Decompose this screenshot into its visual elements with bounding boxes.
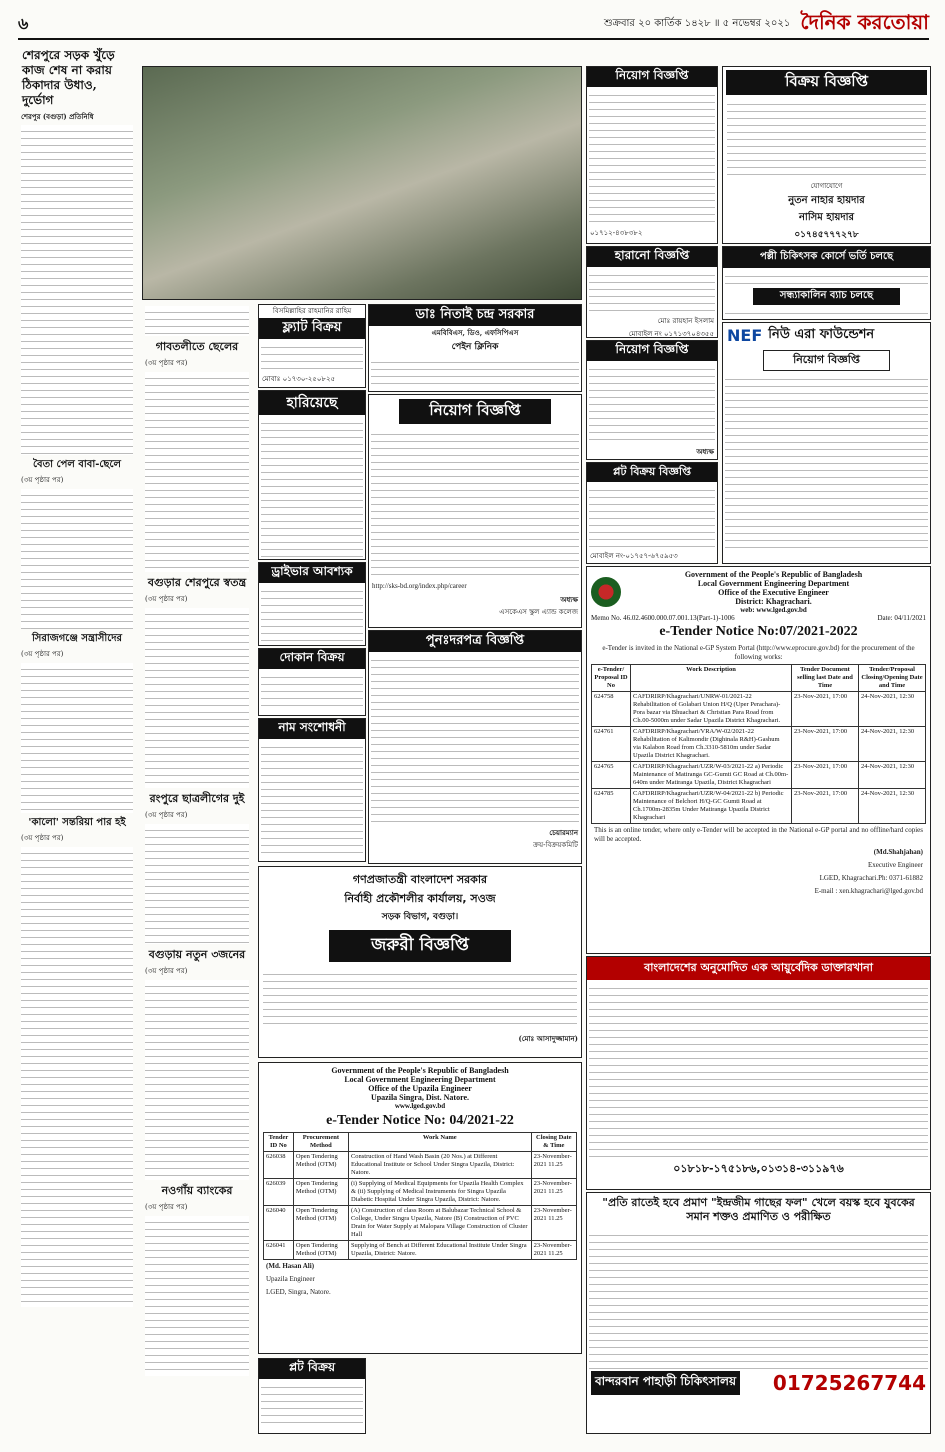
cell: 626041: [264, 1241, 294, 1260]
ad-body: [261, 417, 363, 557]
ad-org: এসকেএস স্কুল এ্যান্ড কলেজ: [499, 608, 578, 616]
tender-title: e-Tender Notice No:07/2021-2022: [659, 624, 858, 639]
story-column-2: [142, 304, 252, 1432]
ad-body: [589, 484, 715, 548]
ad-org: ক্রয়-বিক্রয়কমিটি: [533, 841, 578, 849]
tender-dept: Local Government Engineering Department: [697, 579, 850, 588]
cell: 624765: [592, 762, 631, 789]
driver-ad: [258, 562, 366, 646]
nef-recruitment-ad: [722, 322, 931, 564]
tender-table: [263, 1132, 577, 1260]
story-title: গাবতলীতে ছেলের: [155, 340, 239, 353]
col-header: Tender Document selling last Date and Time: [792, 665, 859, 692]
cell: Open Tendering Method (OTM): [293, 1152, 348, 1179]
office-name: নির্বাহী প্রকৌশলীর কার্যালয়, সওজ: [344, 892, 496, 905]
urgent-banner: জরুরী বিজ্ঞপ্তি: [329, 930, 511, 962]
story-body: [145, 608, 249, 788]
cell: Supplying of Bench at Different Educational Institute Under Singra Upazila, District: Natore.: [348, 1241, 531, 1260]
col-header: Tender/Proposal Closing/Opening Date and Time: [859, 665, 926, 692]
ad-body: [589, 89, 715, 225]
cell: 626039: [264, 1179, 294, 1206]
tender-table: [591, 664, 926, 824]
tender-signer-office: LGED, Singra, Natore.: [266, 1288, 331, 1296]
natore-etender-notice: [258, 1062, 582, 1354]
tender-web[interactable]: www.lged.gov.bd: [394, 1102, 446, 1110]
col-header: Work Description: [631, 665, 792, 692]
ad-body: [725, 373, 928, 549]
cell: CAFDRIRP/Khagrachari/UZR/W-04/2021-22 b) Periodic Maintenance of Belchori H/Q-GC Gumti Road at Ch.1700m-2835m Under Matiranga Upazila District Khagrachari: [631, 789, 792, 824]
story-title: বগুড়ায় নতুন ৩জনের: [148, 948, 246, 961]
lead-headline: শেরপুরে সড়ক খুঁড়ে কাজ শেষ না করায় ঠিকাদার উধাও, দুর্ভোগ: [22, 48, 115, 107]
col-header: Work Name: [348, 1133, 531, 1152]
division-name: সড়ক বিভাগ, বগুড়া।: [381, 912, 459, 922]
ad-title: হারিয়েছে: [259, 391, 365, 415]
ad-signer: চেয়ারম্যান: [549, 828, 578, 837]
recruitment-ad-main: [368, 394, 582, 628]
cell: 24-Nov-2021, 12:30: [859, 762, 926, 789]
ad-phone: মোবাইল নং-০১৭৫৭-৬৭৫৯৫৩: [590, 552, 678, 560]
story-title: বৈতা পেল বাবা-ছেলে: [33, 459, 121, 470]
ad-body: [727, 98, 926, 178]
ad-body: [261, 585, 363, 641]
clinic-name: বান্দরবান পাহাড়ী চিকিৎসালয়: [591, 1371, 740, 1395]
missing-ad: [586, 246, 718, 338]
tender-gov: Government of the People's Republic of Bangladesh: [331, 1066, 509, 1075]
road-photo: [142, 66, 582, 300]
story-title: সিরাজগঞ্জে সন্ত্রাসীদের: [31, 633, 123, 644]
story-body: [21, 489, 133, 629]
photo-caption: [145, 306, 249, 336]
ad-title: নিয়োগ বিজ্ঞপ্তি: [587, 67, 717, 87]
cell: 23-Nov-2021, 17:00: [792, 789, 859, 824]
story-title: বগুড়ার শেরপুরে স্বতন্ত্র: [147, 576, 247, 589]
ad-title: প্লট বিক্রয় বিজ্ঞপ্তি: [587, 463, 717, 482]
tender-signer-office: LGED, Khagrachari.Ph: 0371-61882: [819, 874, 923, 882]
story-cont: (৩য় পৃষ্ঠার পর): [21, 476, 64, 484]
story-body: [145, 980, 249, 1180]
tender-upazila: Upazila Singra, Dist. Natore.: [370, 1093, 470, 1102]
ad-body: [261, 1381, 363, 1429]
page-header: [18, 10, 929, 40]
nef-logo: NEF: [727, 326, 763, 345]
page-number: ৬: [18, 13, 29, 33]
lead-story-column: [18, 46, 136, 1432]
rural-doctor-course-ad: [722, 246, 931, 320]
cell: 626038: [264, 1152, 294, 1179]
ad-signer: (মোঃ আসাদুজ্জামান): [518, 1034, 578, 1043]
recruitment-ad-2: [586, 340, 718, 460]
sale-notice-ad: [722, 66, 931, 244]
table-row: [264, 1179, 577, 1206]
story-body: [21, 663, 133, 813]
ad-body: [371, 428, 579, 578]
tender-memo: Memo No. 46.02.4600.000.07.001.13(Part-1)-1006: [591, 614, 735, 622]
lead-byline: শেরপুর (বগুড়া) প্রতিনিধি: [21, 112, 94, 121]
ad-title: বিক্রয় বিজ্ঞপ্তি: [726, 70, 927, 95]
ad-body: [589, 269, 715, 313]
ad-signer: অধ্যক্ষ: [696, 447, 714, 456]
ad-sub: সন্ধ্যাকালিন ব্যাচ চলছে: [753, 288, 900, 305]
ad-title: প্লট বিক্রয়: [259, 1359, 365, 1379]
masthead-logo: দৈনিক করতোয়া: [800, 9, 929, 34]
gov-name: গণপ্রজাতন্ত্রী বাংলাদেশ সরকার: [352, 873, 488, 886]
roads-urgent-notice: [258, 866, 582, 1058]
tender-footer: This is an online tender, where only e-Tender will be accepted in the National e-GP portal and no offline/hard copies will be accepted.: [594, 826, 923, 843]
tender-office: Office of the Upazila Engineer: [368, 1084, 472, 1093]
table-row: [264, 1152, 577, 1179]
ad-body: [261, 671, 363, 711]
recruitment-ad-1: [586, 66, 718, 244]
ad-body: [725, 307, 928, 320]
story-cont: (৩য় পৃষ্ঠার পর): [145, 967, 188, 975]
ad-title: নিউ এরা ফাউন্ডেশন: [768, 327, 875, 342]
ad-title: নিয়োগ বিজ্ঞপ্তি: [587, 341, 717, 361]
cell: 23-November-2021 11.25: [531, 1206, 576, 1241]
story-body: [145, 372, 249, 572]
ad-body: [261, 341, 363, 371]
table-row: [264, 1241, 577, 1260]
story-cont: (৩য় পৃষ্ঠার পর): [145, 359, 188, 367]
tender-title: e-Tender Notice No: 04/2021-22: [326, 1113, 514, 1128]
cell: Construction of Hand Wash Basin (20 Nos.) at Different Educational Institute or School Under Singra Upazila, District: Natore.: [348, 1152, 531, 1179]
cell: 23-Nov-2021, 17:00: [792, 727, 859, 762]
cell: 24-Nov-2021, 12:30: [859, 789, 926, 824]
tender-web[interactable]: web: www.lged.gov.bd: [740, 606, 807, 614]
doctor-ad: [368, 304, 582, 392]
ad-phone: ০১৮১৮-১৭৫১৮৬,০১৩১৪-৩১১৯৭৬: [673, 1162, 844, 1175]
ad-title: ড্রাইভার আবশ্যক: [259, 563, 365, 583]
ad-title: দোকান বিক্রয়: [259, 649, 365, 669]
story-body: [21, 847, 133, 1307]
ad-title: হারানো বিজ্ঞপ্তি: [587, 247, 717, 267]
ad-signer: অধ্যক্ষ: [560, 595, 578, 604]
flat-sale-ad: [258, 304, 366, 388]
ad-phone: 01725267744: [772, 1371, 926, 1395]
lost-ad: [258, 390, 366, 560]
tender-signer-email: E-mail : xen.khagrachari@lged.gov.bd: [814, 887, 923, 895]
name-correction-ad: [258, 718, 366, 862]
ad-title: ডাঃ নিতাই চন্দ্র সরকার: [369, 305, 581, 326]
cell: 626040: [264, 1206, 294, 1241]
tender-signer: (Md.Shahjahan): [873, 848, 923, 856]
ad-title: "প্রতি রাতেই হবে প্রমাণ "ইন্দ্রজীম গাছের ফল" খেলে বয়স্ক হবে যুবকের সমান শক্তও প্রমাণিত ও পরীক্ষিত: [602, 1196, 915, 1223]
cell: CAFDRIRP/Khagrachari/VRA/W-02/2021-22 Rehabilitation of Kalimondir (Dighinala R&H)-Gashum via Kalabon Road from Ch.3310-5810m under Sadar Upazila District Khagrachari.: [631, 727, 792, 762]
story-body: [145, 824, 249, 944]
ad-title: পল্লী চিকিৎসক কোর্সে ভর্তি চলছে: [723, 247, 930, 268]
ad-title: পুনঃদরপত্র বিজ্ঞপ্তি: [369, 631, 581, 652]
ad-phone: মোবাঃ ০১৭৩০-২৫০৮২৫: [262, 375, 336, 383]
cell: (A) Construction of class Room at Balubazar Technical School & College, Under Singra Upazila, Natore (B) Construction of PVC Drain for Water Supply at Malopara Village Construction of Cluster Hall: [348, 1206, 531, 1241]
tender-signer-title: Executive Engineer: [867, 861, 923, 869]
cell: 23-Nov-2021, 17:00: [792, 692, 859, 727]
cell: Open Tendering Method (OTM): [293, 1206, 348, 1241]
shop-sale-ad: [258, 648, 366, 716]
story-title: নওগাঁয় ব্যাংকের: [161, 1184, 233, 1197]
tender-intro: e-Tender is invited in the National e-GP System Portal (http://www.eprocure.gov.bd) for the procurement of the following works:: [602, 644, 915, 661]
col-header: e-Tender/ Proposal ID No: [592, 665, 631, 692]
ad-title: বাংলাদেশের অনুমোদিত এক আয়ুর্বেদিক ডাক্তারখানা: [587, 957, 930, 980]
table-row: [592, 762, 926, 789]
story-body: [145, 1216, 249, 1376]
clinic-name: পেইন ক্লিনিক: [451, 342, 499, 352]
ad-phone: ০১৭৪৫৭৭৭২৭৮: [794, 230, 859, 240]
ad-body: [371, 654, 579, 824]
issue-date: শুক্রবার ২০ কার্তিক ১৪২৮ ॥ ৫ নভেম্বর ২০২১: [603, 17, 791, 29]
cell: CAFDRIRP/Khagrachari/UZR/W-03/2021-22 a) Periodic Maintenance of Matiranga GC-Gumti GC Road at Ch.00m-640m under Matiranga Upazila, District Khagrachari: [631, 762, 792, 789]
col-header: Tender ID No: [264, 1133, 294, 1152]
ad-body: [261, 741, 363, 857]
gov-seal-icon: [591, 577, 621, 607]
story-cont: (৩য় পৃষ্ঠার পর): [145, 1203, 188, 1211]
col-header: Procurement Method: [293, 1133, 348, 1152]
cell: 24-Nov-2021, 12:30: [859, 727, 926, 762]
lead-body-text: [21, 125, 133, 455]
story-cont: (৩য় পৃষ্ঠার পর): [145, 595, 188, 603]
tender-date: Date: 04/11/2021: [877, 614, 926, 622]
col-header: Closing Date & Time: [531, 1133, 576, 1152]
tender-dept: Local Government Engineering Department: [344, 1075, 496, 1084]
cell: Open Tendering Method (OTM): [293, 1179, 348, 1206]
lged-etender-notice: [586, 566, 931, 954]
story-cont: (৩য় পৃষ্ঠার পর): [145, 811, 188, 819]
cell: 23-Nov-2021, 17:00: [792, 762, 859, 789]
story-cont: (৩য় পৃষ্ঠার পর): [21, 834, 64, 842]
plot-sale-ad-bottom: [258, 1358, 366, 1434]
tender-signer: (Md. Hasan Ali): [266, 1262, 315, 1270]
cell: 23-November-2021 11.25: [531, 1179, 576, 1206]
cell: 23-November-2021 11.25: [531, 1152, 576, 1179]
career-url[interactable]: http://sks-bd.org/index.php/career: [372, 582, 467, 590]
ad-phone: মোবাইল নং ০১৭১৩৭০৪৩৫৫: [628, 330, 714, 338]
ad-title: নাম সংশোধনী: [259, 719, 365, 739]
tender-signer-title: Upazila Engineer: [266, 1275, 315, 1283]
sks-retender-ad: [368, 630, 582, 864]
ad-title: নিয়োগ বিজ্ঞপ্তি: [399, 399, 551, 424]
cell: CAFDRIRP/Khagrachari/UNRW-01/2021-22 Rehabilitation of Golabari Union H/Q (Uper Perachara)- Pora bazar via Bhuachari & Christian Para Road from Ch.00-5000m under Sadar Upazila District Khagrachari.: [631, 692, 792, 727]
cell: 624758: [592, 692, 631, 727]
contact-name-1: নুতন নাহার হায়দার: [788, 195, 865, 206]
ad-body: [263, 968, 577, 1030]
tender-office: Office of the Executive Engineer: [718, 588, 829, 597]
cell: 24-Nov-2021, 12:30: [859, 692, 926, 727]
table-row: [592, 727, 926, 762]
story-title: রংপুরে ছাত্রলীগের দুই: [149, 792, 245, 805]
table-row: [264, 1206, 577, 1241]
ad-phone: ০১৭১২-৪৩৮৩৮২: [590, 229, 643, 237]
cell: Open Tendering Method (OTM): [293, 1241, 348, 1260]
ad-body: [589, 363, 715, 443]
ad-body: [725, 270, 928, 286]
plot-sale-ad: [586, 462, 718, 564]
ad-body: [589, 1229, 928, 1369]
ad-sub: এমবিবিএস, ডিও, এফসিপিএস: [431, 328, 519, 337]
ad-sub: নিয়োগ বিজ্ঞপ্তি: [763, 350, 890, 371]
cell: 23-November-2021 11.25: [531, 1241, 576, 1260]
ad-body: [371, 356, 579, 386]
table-row: [592, 692, 926, 727]
ad-title: ফ্ল্যাট বিক্রয়: [259, 318, 365, 339]
tender-gov: Government of the People's Republic of Bangladesh: [684, 570, 863, 579]
story-title: 'কালো' সন্তরিয়া পার হই: [28, 817, 126, 828]
ad-name: মোঃ রায়হান ইসলাম: [657, 317, 714, 325]
story-cont: (৩য় পৃষ্ঠার পর): [21, 650, 64, 658]
ad-sub: বিসমিল্লাহির রাহমানির রাহিম: [272, 307, 352, 315]
contact-label: যোগাযোগে: [810, 182, 843, 190]
herbal-ad-top: [586, 956, 931, 1190]
ad-body: [589, 982, 928, 1158]
contact-name-2: নাসিম হায়দার: [798, 212, 855, 223]
table-row: [592, 789, 926, 824]
tender-district: District: Khagrachari.: [735, 597, 812, 606]
cell: 624761: [592, 727, 631, 762]
herbal-ad-bottom: [586, 1192, 931, 1434]
cell: (i) Supplying of Medical Equipments for Upazila Health Complex & (ii) Supplying of Medical Instruments for Singra Upazila Diabetic Hospital Under Singra Upazila, District: Natore.: [348, 1179, 531, 1206]
cell: 624785: [592, 789, 631, 824]
